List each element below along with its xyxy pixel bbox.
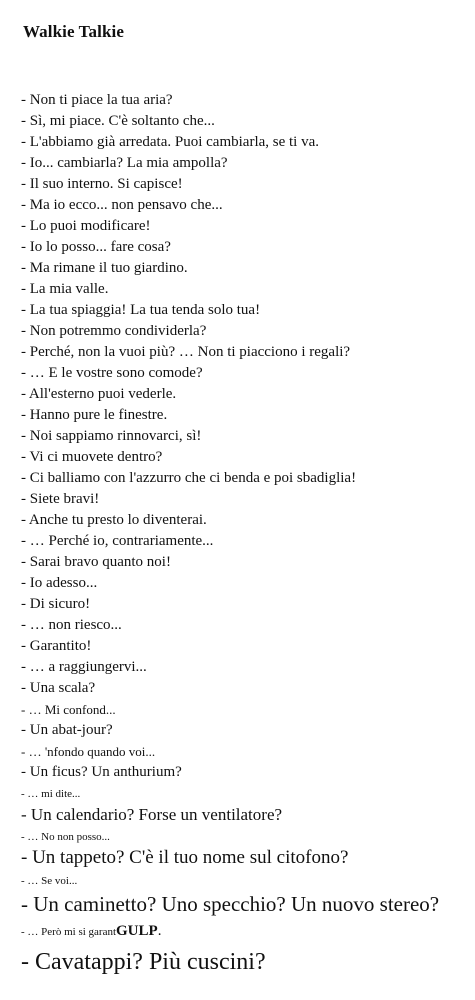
dialogue-line: - Un tappeto? C'è il tuo nome sul citofono?: [21, 847, 349, 868]
dialogue-line: - … No non posso...: [21, 831, 110, 843]
dialogue-line: - … Se voi...: [21, 875, 78, 887]
dialogue-text: - … Però mi si garant: [21, 926, 117, 938]
dialogue-line: - … Perché io, contrariamente...: [21, 533, 214, 549]
dialogue-line: - Siete bravi!: [21, 491, 100, 507]
dialogue-line: - L'abbiamo già arredata. Puoi cambiarla, se ti va.: [21, 134, 320, 150]
dialogue-line: [21, 924, 161, 939]
dialogue-line: - Sì, mi piace. C'è soltanto che...: [21, 113, 215, 129]
dialogue-line: - Noi sappiamo rinnovarci, sì!: [21, 428, 202, 444]
dialogue-line: - La mia valle.: [21, 281, 109, 297]
dialogue-line: - … mi dite...: [21, 788, 81, 800]
dialogue-line: - Un caminetto? Uno specchio? Un nuovo stereo?: [21, 892, 440, 916]
dialogue-line: - Sarai bravo quanto noi!: [21, 554, 171, 570]
dialogue-line: - Lo puoi modificare!: [21, 218, 151, 234]
dialogue-line: - Hanno pure le finestre.: [21, 407, 168, 423]
period-text: .: [157, 923, 162, 939]
page-title: Walkie Talkie: [23, 22, 124, 41]
gulp-text: GULP: [116, 923, 158, 939]
dialogue-line: - Ma rimane il tuo giardino.: [21, 260, 188, 276]
dialogue-line: - Perché, non la vuoi più? … Non ti piacciono i regali?: [21, 344, 351, 360]
dialogue-line: - Io adesso...: [21, 575, 98, 591]
dialogue-line: - Un ficus? Un anthurium?: [21, 764, 182, 780]
dialogue-line: - Garantito!: [21, 638, 92, 654]
dialogue-line: - Vi ci muovete dentro?: [21, 449, 163, 465]
dialogue-line: - Una scala?: [21, 680, 96, 696]
dialogue-line: - Ma io ecco... non pensavo che...: [21, 197, 223, 213]
dialogue-line: - … non riesco...: [21, 617, 122, 633]
dialogue-line: - … a raggiungervi...: [21, 659, 147, 675]
dialogue-line: - … Mi confond...: [21, 702, 116, 717]
dialogue-line: - … E le vostre sono comode?: [21, 365, 203, 381]
dialogue-line: - Cavatappi? Più cuscini?: [21, 949, 266, 975]
dialogue-line: - Anche tu presto lo diventerai.: [21, 512, 207, 528]
dialogue-line: - Ci balliamo con l'azzurro che ci benda e poi sbadiglia!: [21, 470, 357, 486]
dialogue-line: - Non ti piace la tua aria?: [21, 92, 173, 108]
dialogue-line: - Io lo posso... fare cosa?: [21, 239, 171, 255]
dialogue-line: - … 'nfondo quando voi...: [21, 744, 156, 759]
dialogue-line: - Non potremmo condividerla?: [21, 323, 207, 339]
dialogue-line: - La tua spiaggia! La tua tenda solo tua!: [21, 302, 261, 318]
dialogue-line: - Un abat-jour?: [21, 722, 113, 738]
dialogue-line: - Io... cambiarla? La mia ampolla?: [21, 155, 228, 171]
dialogue-line: - Di sicuro!: [21, 596, 91, 612]
dialogue-line: - All'esterno puoi vederle.: [21, 386, 177, 402]
dialogue-line: - Il suo interno. Si capisce!: [21, 176, 183, 192]
dialogue-line: - Un calendario? Forse un ventilatore?: [21, 805, 283, 824]
